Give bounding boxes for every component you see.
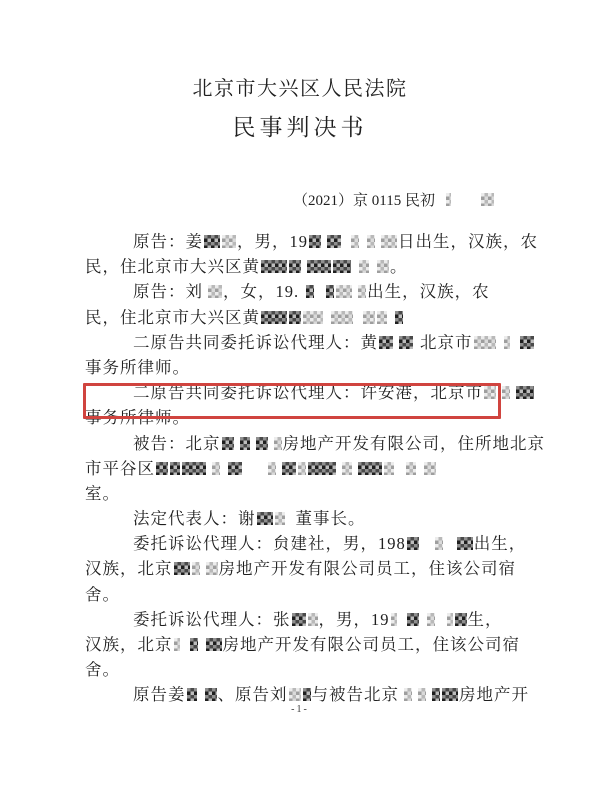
text-run: 房地产开 [459,685,529,705]
text-run: 汉族，北京 [85,635,173,654]
spacing-gap [198,699,204,700]
redaction-block [174,638,180,651]
redaction-block [407,613,419,626]
spacing-gap [395,473,405,474]
redaction-block [212,462,220,475]
text-run: 原告姜 [133,685,186,705]
redaction-block [455,613,467,626]
text-run: 房地产开发有限公司员工，住该公司宿 [218,559,516,579]
redaction-block [367,235,375,248]
redaction-block [516,386,534,399]
text-line [85,405,517,430]
redaction-block [222,437,234,450]
redaction-block [261,311,287,324]
spacing-gap [251,448,255,449]
spacing-gap [398,624,406,625]
spacing-gap [352,271,358,272]
redaction-block [358,285,366,298]
redaction-block [192,562,200,575]
redaction-block [379,336,393,349]
spacing-gap [299,296,305,297]
redaction-block [377,311,387,324]
redaction-block [289,260,301,273]
text-run: ，男，19 [318,609,390,629]
text-run: 原告：刘 [133,282,203,302]
redaction-block [457,537,473,550]
redaction-block [326,285,334,298]
redaction-block [298,462,306,475]
spacing-gap [235,448,239,449]
spacing-gap [207,473,211,474]
redaction-block [308,462,336,475]
redaction-block [208,285,222,298]
redaction-block [275,512,285,525]
spacing-gap [420,548,434,549]
redaction-block [190,638,198,651]
redaction-block [481,193,494,206]
redaction-block [303,311,323,324]
text-line [85,330,517,355]
redaction-block [395,311,403,324]
redaction-block [407,537,419,550]
redaction-block [336,285,352,298]
text-run: 出生， [473,534,527,554]
text-line [85,456,517,481]
text-run: 二原告共同委托诉讼代理人：许安港，北京市 [133,383,483,403]
redaction-block [333,260,351,273]
spacing-gap [399,699,403,700]
spacing-gap [452,204,480,205]
redaction-block [308,613,318,626]
spacing-gap [277,473,281,474]
spacing-gap [353,296,357,297]
text-line [85,531,527,556]
redaction-block [274,437,282,450]
spacing-gap [337,473,341,474]
redaction-block [399,336,413,349]
redaction-block [240,437,250,450]
redaction-block [474,336,496,349]
spacing-gap [427,699,431,700]
text-line [85,556,517,581]
spacing-gap [302,271,306,272]
text-line [85,632,520,657]
text-run: 民，住北京市大兴区黄 [85,307,260,327]
redaction-block [418,688,426,701]
text-run: 原告：姜 [133,232,203,251]
spacing-gap [376,246,380,247]
redaction-block [432,688,440,701]
redaction-block [327,235,341,248]
spacing-gap [243,473,267,474]
court-name: 北京市大兴区人民法院 [192,78,408,100]
redaction-block [289,311,301,324]
redaction-block [424,462,436,475]
redaction-block [504,336,510,349]
spacing-gap [394,347,398,348]
text-line [85,607,517,632]
text-run: 被告：北京 [133,433,221,453]
redaction-block [204,235,220,248]
text-line [85,305,517,330]
redaction-block [187,688,197,701]
redaction-block [427,613,435,626]
spacing-gap [342,246,350,247]
redaction-block [384,462,394,475]
redaction-block [303,688,311,701]
redaction-block [256,437,268,450]
spacing-gap [360,246,366,247]
redaction-block [435,537,443,550]
redaction-block [406,462,416,475]
redaction-block [342,462,352,475]
spacing-gap [201,573,205,574]
spacing-gap [370,271,376,272]
redaction-block [282,462,296,475]
redaction-block [228,462,242,475]
redaction-block [447,613,453,626]
spacing-gap [413,699,417,700]
text-run: （2021）京 0115 民初 [293,193,435,209]
page-number: -1- [291,704,309,715]
redaction-block [381,235,397,248]
text-line [85,506,517,531]
text-run: 出生，汉族，农 [367,282,490,302]
spacing-gap [444,548,456,549]
text-run: 市平谷区 [85,458,155,478]
redaction-block [292,613,306,626]
redaction-block [484,386,496,399]
redaction-block [261,260,287,273]
spacing-gap [315,296,325,297]
case-number-line [293,189,495,210]
text-line [85,254,517,279]
text-line [85,582,517,607]
text-line [85,431,545,456]
text-run: 舍。 [85,584,120,604]
redaction-block [502,386,510,399]
redaction-block [206,562,218,575]
spacing-gap [221,473,227,474]
text-run: 舍。 [85,660,120,680]
spacing-gap [354,322,362,323]
text-run: 房地产开发有限公司，住所地北京 [282,433,545,453]
spacing-gap [353,473,357,474]
text-line [85,229,538,254]
redaction-block [170,462,180,475]
spacing-gap [420,624,426,625]
redaction-block [377,260,389,273]
redaction-block [307,260,331,273]
redaction-block [404,688,412,701]
spacing-gap [322,246,326,247]
document-body [85,229,545,708]
redaction-block [289,688,301,701]
redaction-block [174,562,190,575]
text-run: 二原告共同委托诉讼代理人：黄 [133,332,378,352]
text-run: 与被告北京 [311,685,399,705]
text-line [85,279,517,304]
redaction-block [520,336,534,349]
text-run: 事务所律师。 [85,357,190,377]
text-run: 。 [390,257,408,277]
text-line [85,481,517,506]
redaction-block [442,688,458,701]
spacing-gap [199,649,205,650]
text-run: 委托诉讼代理人：张 [133,609,291,629]
text-run: 委托诉讼代理人：贠建社，男，198 [133,534,406,554]
redaction-block [268,462,276,475]
text-run: 北京市 [420,332,473,352]
text-run: 董事长。 [295,509,366,529]
redaction-block [156,462,168,475]
text-run: 事务所律师。 [85,408,190,428]
spacing-gap [324,322,330,323]
text-line [85,380,517,405]
text-run: ，男，19 [237,232,308,251]
spacing-gap [435,204,445,205]
spacing-gap [203,296,207,297]
spacing-gap [388,322,394,323]
spacing-gap [497,347,503,348]
redaction-block [222,235,236,248]
redaction-block [331,311,353,324]
redaction-block [391,613,397,626]
text-run: 房地产开发有限公司员工，住该公司宿 [222,635,520,654]
text-run: 生， [467,609,503,629]
text-run: ，女，19. [223,282,300,302]
redaction-block [257,512,273,525]
redaction-block [205,688,217,701]
spacing-gap [436,624,446,625]
text-run: 室。 [85,483,120,503]
text-run: 日出生，汉族，农 [398,232,538,251]
document-title: 民事判决书 [232,115,368,140]
spacing-gap [497,397,501,398]
redaction-block [446,193,451,206]
redaction-block [363,311,375,324]
redaction-block [182,462,206,475]
redaction-block [309,235,321,248]
text-run: 、原告刘 [217,685,288,705]
spacing-gap [511,397,515,398]
redaction-block [306,285,314,298]
spacing-gap [511,347,519,348]
text-run: 汉族，北京 [85,559,173,579]
spacing-gap [417,473,423,474]
redaction-block [351,235,359,248]
redaction-block [359,260,369,273]
redaction-block [358,462,382,475]
text-line [85,355,517,380]
redaction-block [206,638,222,651]
text-run: 法定代表人：谢 [133,509,256,529]
spacing-gap [269,448,273,449]
text-run: 民，住北京市大兴区黄 [85,257,260,277]
spacing-gap [181,649,189,650]
text-line [85,657,517,682]
spacing-gap [286,523,296,524]
